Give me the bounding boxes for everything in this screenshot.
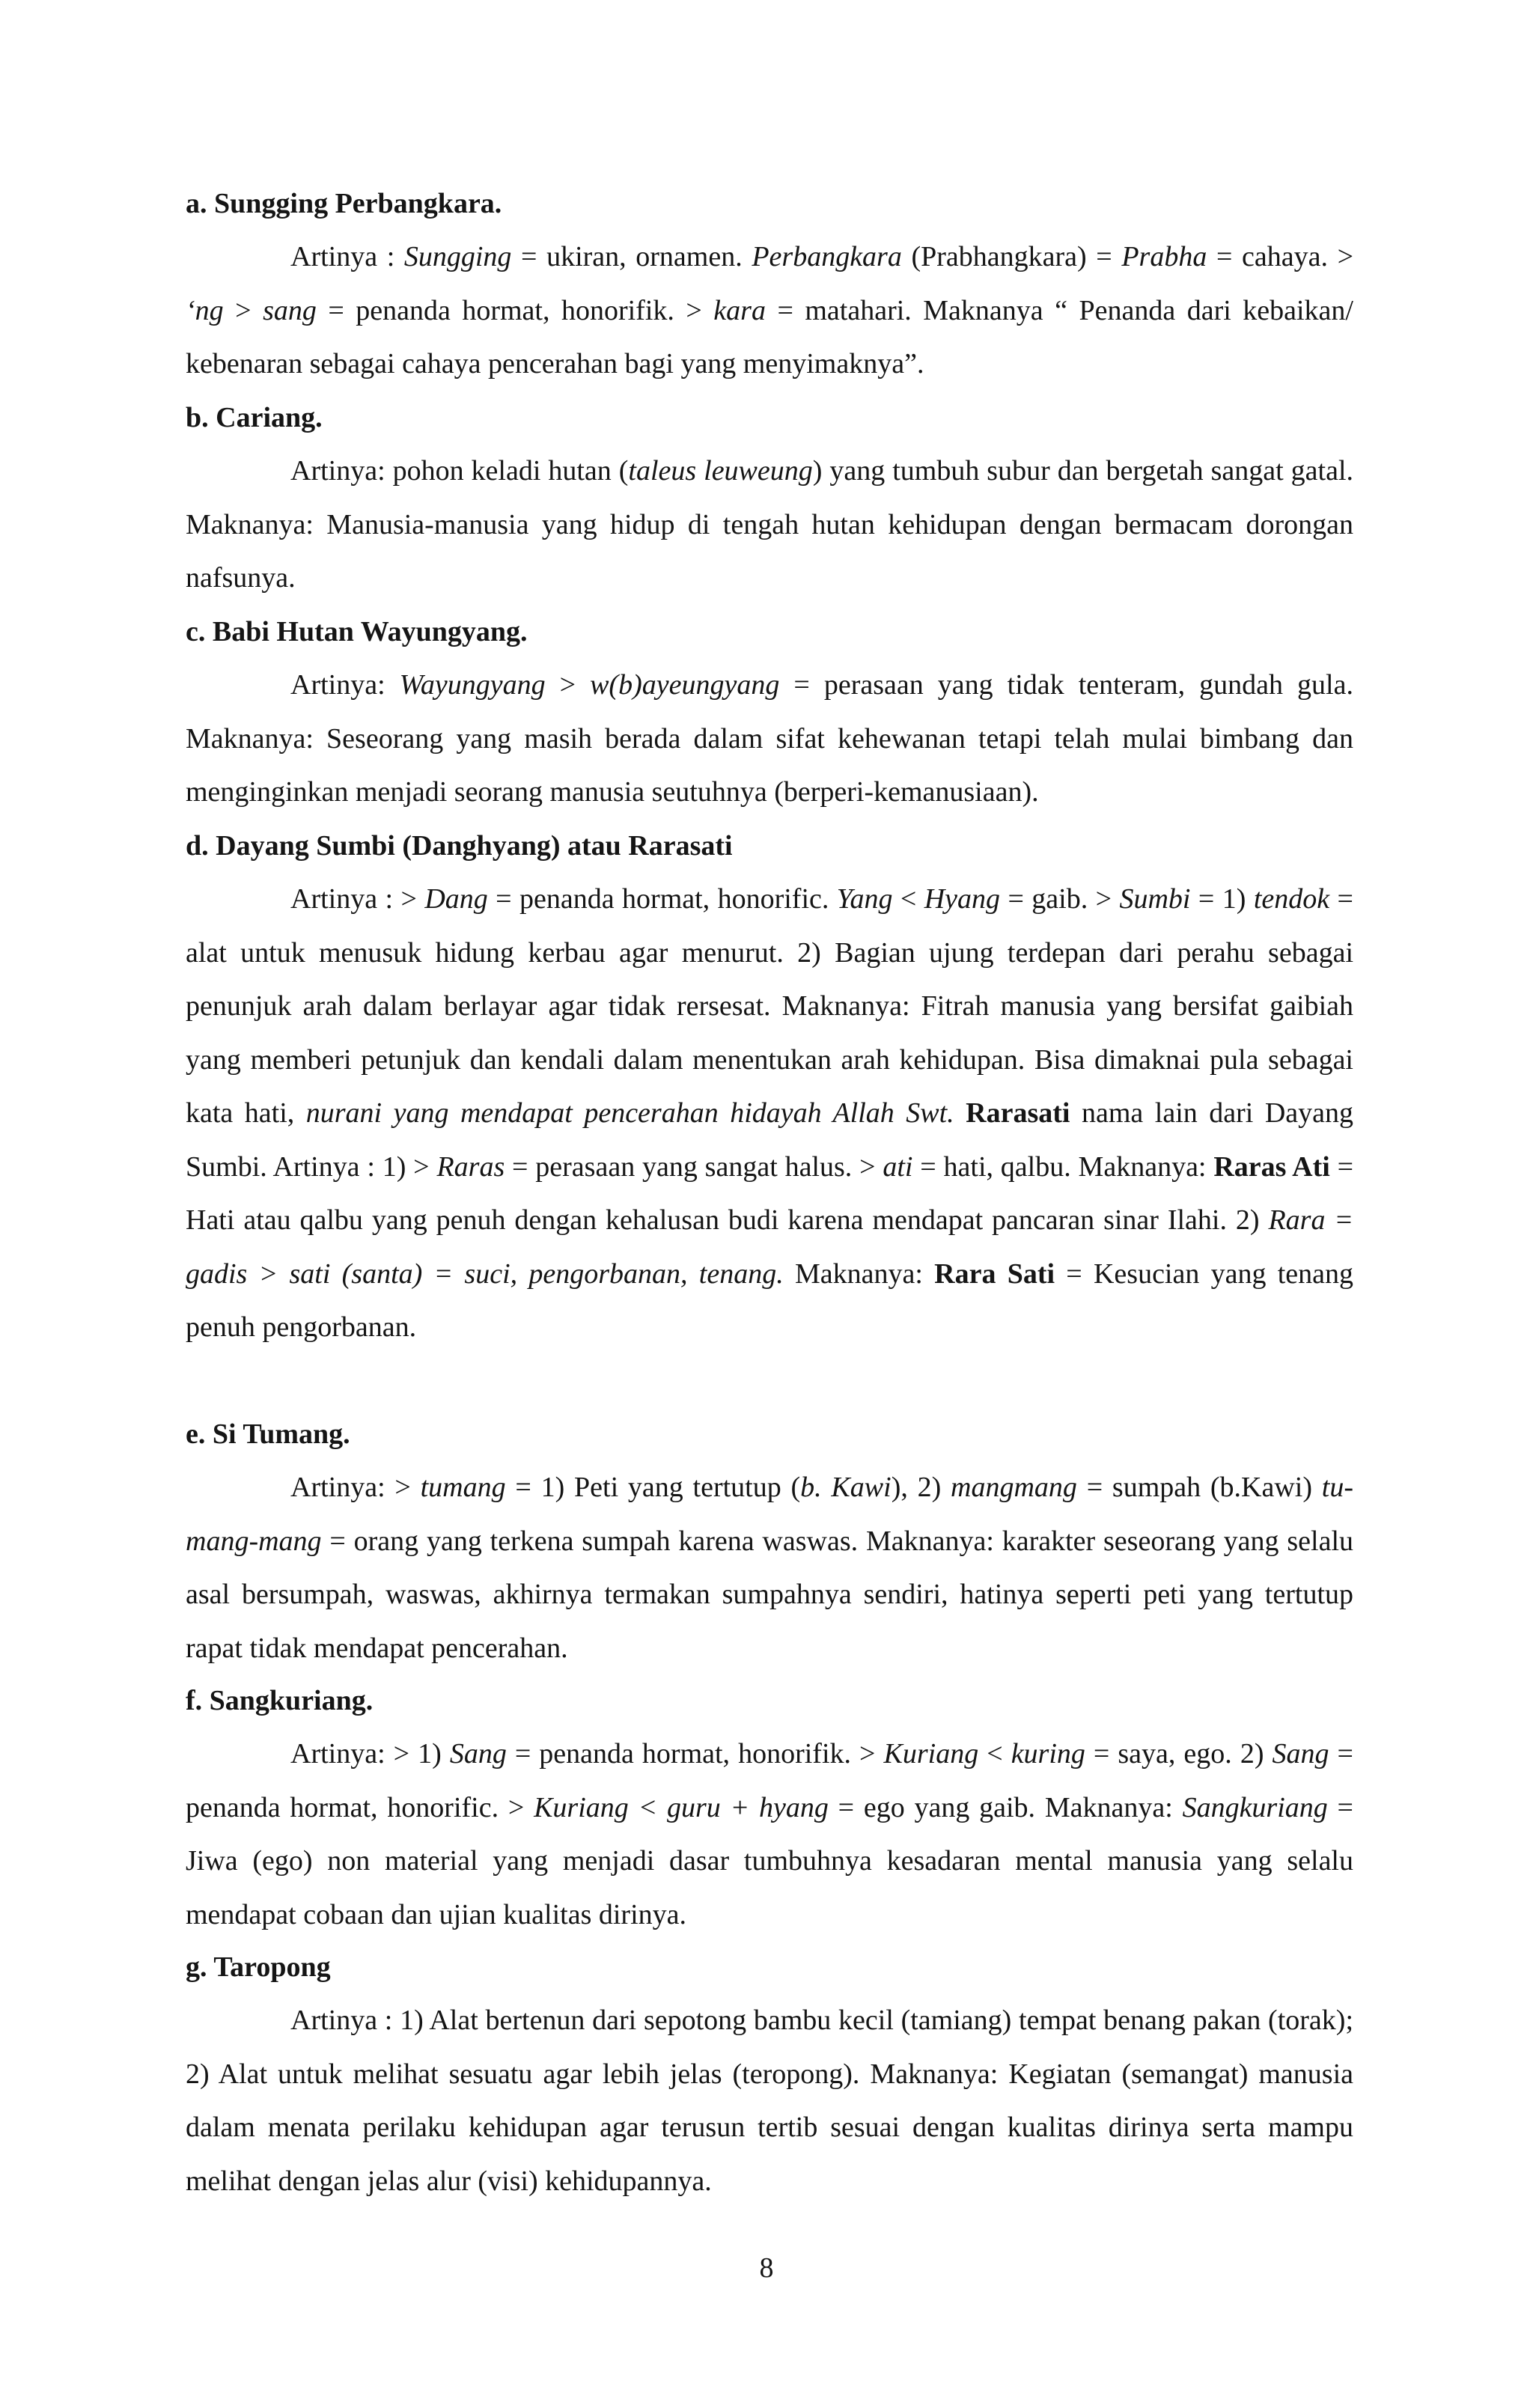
italic-term: Dang xyxy=(424,883,488,915)
bold-term: Rarasati xyxy=(966,1097,1070,1129)
section-paragraph xyxy=(186,659,1353,820)
section-a xyxy=(186,177,1353,391)
text-run: = ego yang gaib. Maknanya: xyxy=(828,1791,1183,1823)
text-run: ), 2) xyxy=(891,1472,951,1503)
italic-term: ati xyxy=(883,1150,913,1183)
italic-term: nurani yang mendapat pencerahan hidayah Allah Swt. xyxy=(305,1097,954,1129)
italic-term: kuring xyxy=(1011,1738,1085,1770)
section-g xyxy=(186,1940,1353,2208)
italic-term: Kuriang xyxy=(883,1738,979,1770)
section-paragraph xyxy=(186,1461,1353,1675)
text-run: Artinya : > xyxy=(290,883,425,915)
text-run: = penanda hormat, honorifik. > xyxy=(316,294,714,326)
section-paragraph xyxy=(186,445,1353,606)
section-paragraph xyxy=(186,231,1353,391)
text-run: = penanda hormat, honorific. > xyxy=(186,1738,1353,1823)
italic-term: Wayungyang xyxy=(399,669,546,701)
text-run: = 1) Peti yang tertutup ( xyxy=(505,1472,801,1503)
section-paragraph xyxy=(186,873,1353,1355)
bold-term: Rara Sati xyxy=(934,1258,1055,1290)
section-c xyxy=(186,605,1353,820)
section-e xyxy=(186,1407,1353,1675)
text-run: Maknanya: xyxy=(783,1258,935,1290)
text-run: = alat untuk menusuk hidung kerbau agar menurut. 2) Bagian ujung terdepan dari perahu sebagai penunjuk arah dalam berlayar agar tidak rersesat. Maknanya: Fitrah manusia yang bersifat gaibiah yang memberi petunjuk dan kendali dalam menentukan arah kehidupan. Bisa dimaknai pula sebagai kata hati, xyxy=(186,883,1353,1129)
text-run: = penanda hormat, honorific. xyxy=(487,883,837,915)
section-heading: d. Dayang Sumbi (Danghyang) atau Rarasati xyxy=(186,830,733,862)
text-run: = Jiwa (ego) non material yang menjadi dasar tumbuhnya kesadaran mental manusia yang selalu mendapat cobaan dan ujian kualitas dirinya. xyxy=(186,1791,1353,1930)
section-b xyxy=(186,391,1353,606)
italic-term: Perbangkara xyxy=(752,241,902,272)
italic-term: taleus leuweung xyxy=(628,455,813,487)
text-run: < xyxy=(892,883,924,915)
section-paragraph xyxy=(186,1728,1353,1942)
italic-term: Sang xyxy=(449,1738,507,1770)
section-heading: c. Babi Hutan Wayungyang. xyxy=(186,616,528,647)
text-run: = matahari. Maknanya “ Penanda dari kebaikan/ kebenaran sebagai cahaya pencerahan bagi yang menyimaknya”. xyxy=(186,294,1353,380)
italic-term: Yang xyxy=(836,883,893,915)
text-run: < xyxy=(978,1738,1011,1770)
section-d xyxy=(186,819,1353,1355)
italic-term: Sungging xyxy=(403,241,512,272)
italic-term: Hyang xyxy=(924,883,1001,915)
text-run: = orang yang terkena sumpah karena waswas. Maknanya: karakter seseorang yang selalu asal bersumpah, waswas, akhirnya termakan sumpahnya sendiri, hatinya seperti peti yang tertutup rapat tidak mendapat pencerahan. xyxy=(186,1525,1353,1664)
italic-term: ‘ng xyxy=(186,294,224,326)
section-heading: b. Cariang. xyxy=(186,402,323,433)
text-run: Artinya: > xyxy=(290,1472,421,1503)
text-run: = perasaan yang tidak tenteram, gundah gula. Maknanya: Seseorang yang masih berada dalam sifat kehewanan tetapi telah mulai bimbang dan menginginkan menjadi seorang manusia seutuhnya (berperi-kemanusiaan). xyxy=(186,669,1353,808)
section-paragraph xyxy=(186,1994,1353,2208)
text-run: ) yang tumbuh subur dan bergetah sangat gatal. Maknanya: Manusia-manusia yang hidup di tengah hutan kehidupan dengan bermacam dorongan nafsunya. xyxy=(186,455,1354,594)
text-run: = 1) xyxy=(1190,883,1254,915)
italic-term: Sumbi xyxy=(1119,883,1191,915)
italic-term: kara xyxy=(713,294,766,326)
text-run: > xyxy=(223,294,263,326)
text-run: = Kesucian yang tenang penuh pengorbanan. xyxy=(186,1258,1353,1343)
text-run: = penanda hormat, honorifik. > xyxy=(506,1738,884,1770)
text-run: Artinya : 1) Alat bertenun dari sepotong bambu kecil (tamiang) tempat benang pakan (torak); 2) Alat untuk melihat sesuatu agar lebih jelas (teropong). Maknanya: Kegiatan (semangat) manusia dalam menata perilaku kehidupan agar terusun tertib sesuai dengan kualitas dirinya serta mampu melihat dengan jelas alur (visi) kehidupannya. xyxy=(186,2005,1353,2197)
text-run: > xyxy=(545,669,591,701)
text-run: = saya, ego. 2) xyxy=(1085,1738,1273,1770)
italic-term: Kuriang < guru + hyang xyxy=(534,1791,829,1823)
italic-term: tu-mang-mang xyxy=(186,1472,1353,1557)
text-run: = ukiran, ornamen. xyxy=(511,241,752,272)
text-run xyxy=(954,1097,966,1129)
italic-term: Raras xyxy=(436,1150,505,1183)
text-run: = hati, qalbu. Maknanya: xyxy=(912,1150,1214,1183)
italic-term: Sangkuriang xyxy=(1182,1791,1328,1823)
italic-term: mangmang xyxy=(951,1472,1077,1503)
italic-term: Rara = gadis > sati (santa) = suci, pengorbanan, tenang. xyxy=(186,1204,1353,1290)
italic-term: w(b)ayeungyang xyxy=(590,669,780,701)
text-run: Artinya: xyxy=(290,669,400,701)
text-run: = cahaya. > xyxy=(1207,241,1354,272)
italic-term: Sang xyxy=(1272,1738,1329,1770)
section-f xyxy=(186,1674,1353,1942)
text-run: = Hati atau qalbu yang penuh dengan kehalusan budi karena mendapat pancaran sinar Ilahi. 2) xyxy=(186,1150,1354,1236)
text-run: Artinya: pohon keladi hutan ( xyxy=(290,455,629,487)
text-run: = perasaan yang sangat halus. > xyxy=(505,1150,883,1183)
section-heading: g. Taropong xyxy=(186,1951,331,1983)
bold-term: Raras Ati xyxy=(1213,1150,1330,1183)
section-heading: a. Sungging Perbangkara. xyxy=(186,188,502,219)
italic-term: b. Kawi xyxy=(800,1472,892,1503)
italic-term: Prabha xyxy=(1121,241,1207,272)
italic-term: tendok xyxy=(1253,883,1330,915)
section-heading: f. Sangkuriang. xyxy=(186,1685,374,1716)
italic-term: tumang xyxy=(420,1472,506,1503)
text-run: = gaib. > xyxy=(1000,883,1120,915)
text-run: = sumpah (b.Kawi) xyxy=(1076,1472,1322,1503)
text-run: Artinya: > 1) xyxy=(290,1738,450,1770)
page-number: 8 xyxy=(759,2252,774,2284)
text-run: nama lain dari Dayang Sumbi. Artinya : 1) > xyxy=(186,1097,1353,1183)
text-run: (Prabhangkara) = xyxy=(901,241,1122,272)
text-run: Artinya : xyxy=(290,241,404,272)
section-heading: e. Si Tumang. xyxy=(186,1418,350,1450)
italic-term: sang xyxy=(263,294,317,326)
